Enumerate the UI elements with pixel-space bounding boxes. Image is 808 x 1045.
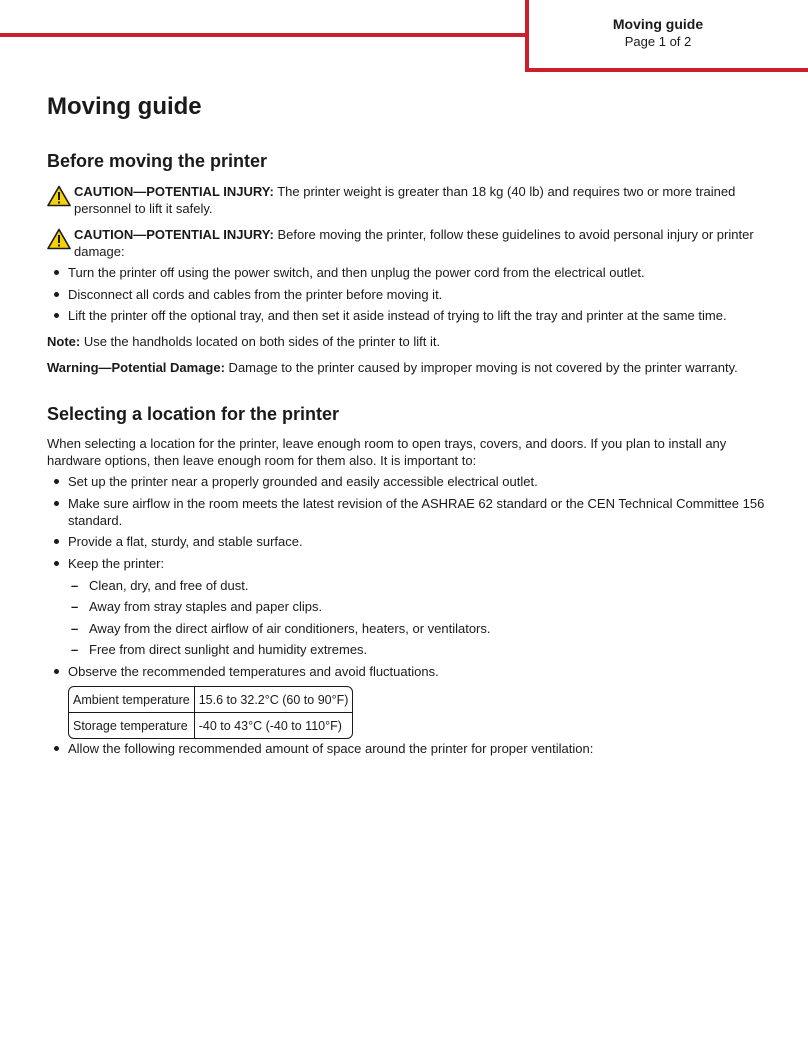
list-item: Set up the printer near a properly grounded and easily accessible electrical outlet. <box>68 473 768 490</box>
warning-label: Warning—Potential Damage: <box>47 360 225 375</box>
list-item: Allow the following recommended amount of space around the printer for proper ventilation: <box>68 740 768 757</box>
caution-text: The printer weight is greater than 18 kg (40 lb) and requires two or more trained personnel to lift it safely. <box>74 184 736 216</box>
section-heading-before-moving: Before moving the printer <box>47 151 268 171</box>
section-heading-location: Selecting a location for the printer <box>47 404 340 424</box>
temperature-table <box>68 686 353 739</box>
sub-list-item: – Away from stray staples and paper clips. <box>89 598 322 615</box>
page-title: Moving guide <box>47 93 202 120</box>
list-item: Provide a flat, sturdy, and stable surface. <box>68 533 768 550</box>
caution-label: CAUTION—POTENTIAL INJURY: <box>74 227 274 242</box>
header-rule <box>0 33 528 37</box>
table-row <box>69 713 352 738</box>
table-cell-label: Ambient temperature <box>69 687 195 713</box>
note-text: Use the handholds located on both sides of the printer to lift it. <box>80 334 441 349</box>
caution-text: Before moving the printer, follow these guidelines to avoid personal injury or printer damage: <box>74 227 754 259</box>
sub-list-item: – Away from the direct airflow of air conditioners, heaters, or ventilators. <box>89 620 491 637</box>
caution-label: CAUTION—POTENTIAL INJURY: <box>74 184 274 199</box>
header-title: Moving guide <box>612 16 704 32</box>
note-label: Note: <box>47 334 81 349</box>
list-item: Disconnect all cords and cables from the printer before moving it. <box>68 286 768 303</box>
table-row <box>69 687 352 713</box>
warning-triangle-icon <box>47 185 71 207</box>
table-cell-label: Storage temperature <box>69 713 195 738</box>
caution-weight <box>47 183 762 217</box>
list-item: Make sure airflow in the room meets the latest revision of the ASHRAE 62 standard or the CEN Technical Committee 156 standard. <box>68 495 768 529</box>
sub-list-item: – Free from direct sunlight and humidity extremes. <box>89 641 367 658</box>
warning-damage <box>47 359 738 376</box>
header-page-number: Page 1 of 2 <box>624 34 692 49</box>
list-item: Turn the printer off using the power switch, and then unplug the power cord from the electrical outlet. <box>68 264 768 281</box>
warning-triangle-icon <box>47 228 71 250</box>
list-item: Keep the printer: <box>68 555 768 572</box>
table-cell-value: 15.6 to 32.2°C (60 to 90°F) <box>195 687 353 713</box>
note <box>47 333 440 350</box>
table-cell-value: -40 to 43°C (-40 to 110°F) <box>198 718 342 733</box>
location-intro: When selecting a location for the printer, leave enough room to open trays, covers, and doors. If you plan to install any hardware options, then leave enough room for them also. It is important to: <box>47 436 727 468</box>
list-item: Lift the printer off the optional tray, and then set it aside instead of trying to lift the tray and printer at the same time. <box>68 307 768 324</box>
sub-list-item: – Clean, dry, and free of dust. <box>89 577 248 594</box>
warning-text: Damage to the printer caused by improper moving is not covered by the printer warranty. <box>224 360 738 375</box>
caution-guidelines <box>47 226 762 260</box>
list-item: Observe the recommended temperatures and avoid fluctuations. <box>68 663 768 680</box>
